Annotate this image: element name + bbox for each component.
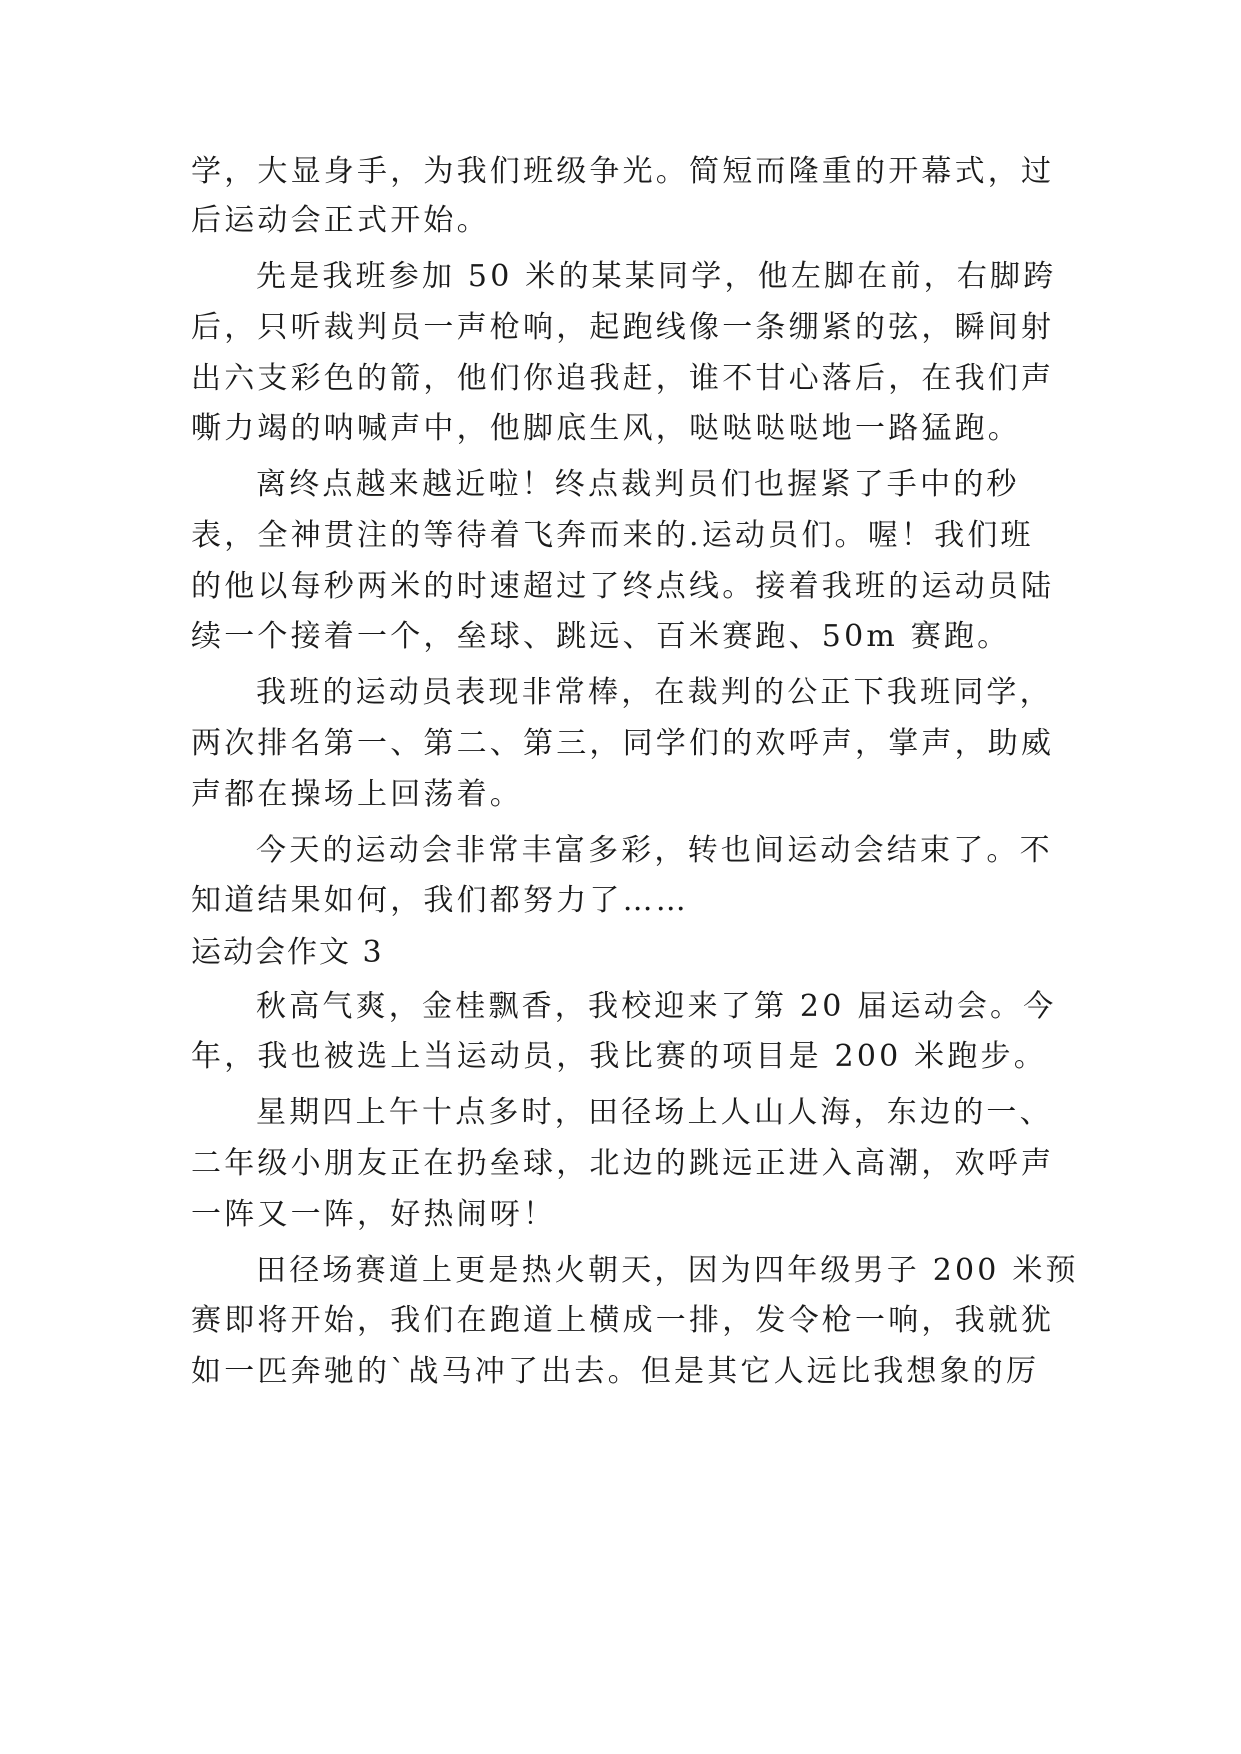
text-line: 声都在操场上回荡着。	[191, 777, 523, 812]
text-line: 续一个接着一个，垒球、跳远、百米赛跑、50m 赛跑。	[191, 619, 1011, 654]
text-line: 表，全神贯注的等待着飞奔而来的.运动员们。喔！我们班	[191, 518, 1034, 553]
text-line: 赛即将开始，我们在跑道上横成一排，发令枪一响，我就犹	[191, 1303, 1055, 1338]
text-line: 后运动会正式开始。	[191, 203, 490, 238]
text-line: 后，只听裁判员一声枪响，起跑线像一条绷紧的弦，瞬间射	[191, 310, 1055, 345]
paragraph-first-line: 离终点越来越近啦！终点裁判员们也握紧了手中的秒	[256, 467, 1020, 502]
paragraph-first-line: 先是我班参加 50 米的某某同学，他左脚在前，右脚跨	[256, 259, 1057, 294]
text-line: 嘶力竭的呐喊声中，他脚底生风，哒哒哒哒地一路猛跑。	[191, 411, 1021, 446]
text-line: 出六支彩色的箭，他们你追我赶，谁不甘心落后，在我们声	[191, 361, 1055, 396]
paragraph-first-line: 星期四上午十点多时，田径场上人山人海，东边的一、	[256, 1095, 1053, 1130]
text-line: 知道结果如何，我们都努力了……	[191, 883, 689, 918]
text-line: 如一匹奔驰的`战马冲了出去。但是其它人远比我想象的厉	[191, 1354, 1040, 1389]
section-heading: 运动会作文 3	[191, 935, 384, 970]
text-line: 的他以每秒两米的时速超过了终点线。接着我班的运动员陆	[191, 569, 1055, 604]
paragraph-first-line: 秋高气爽，金桂飘香，我校迎来了第 20 届运动会。今	[256, 989, 1057, 1024]
text-line: 两次排名第一、第二、第三，同学们的欢呼声，掌声，助威	[191, 726, 1055, 761]
text-line: 一阵又一阵，好热闹呀！	[191, 1197, 557, 1232]
paragraph-first-line: 今天的运动会非常丰富多彩，转也间运动会结束了。不	[256, 833, 1053, 868]
text-line: 学，大显身手，为我们班级争光。简短而隆重的开幕式，过	[191, 154, 1055, 189]
paragraph-first-line: 我班的运动员表现非常棒，在裁判的公正下我班同学，	[256, 675, 1053, 710]
paragraph-first-line: 田径场赛道上更是热火朝天，因为四年级男子 200 米预	[256, 1253, 1079, 1288]
text-line: 二年级小朋友正在扔垒球，北边的跳远正进入高潮，欢呼声	[191, 1146, 1055, 1181]
text-line: 年，我也被选上当运动员，我比赛的项目是 200 米跑步。	[191, 1039, 1047, 1074]
